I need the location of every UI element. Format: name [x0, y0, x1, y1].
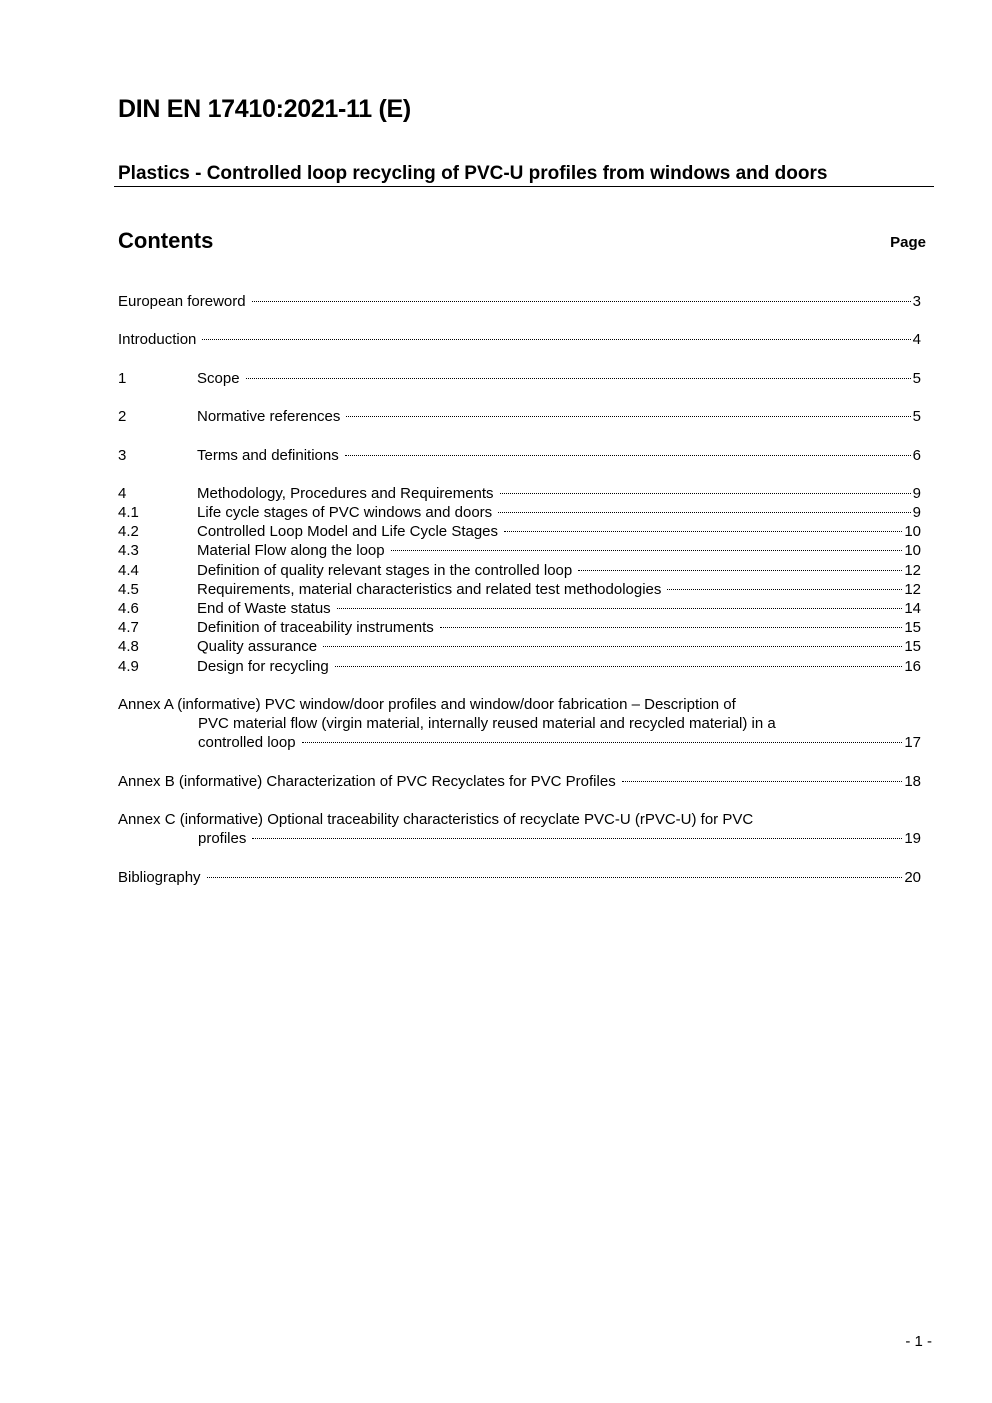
dot-leader	[302, 742, 903, 743]
toc-entry-4-4[interactable]	[118, 561, 921, 580]
toc-entry-text-line: Annex A (informative) PVC window/door profiles and window/door fabrication – Description of	[118, 695, 736, 713]
toc-page-number: 17	[904, 734, 921, 752]
dot-leader	[323, 646, 902, 647]
toc-section-number: 4.1	[118, 504, 139, 522]
toc-page-number: 12	[904, 561, 921, 579]
toc-section-number: 4.6	[118, 600, 139, 617]
toc-section-number: 4.3	[118, 542, 139, 560]
toc-entry-text: Controlled Loop Model and Life Cycle Stages	[197, 523, 499, 541]
toc-page-number: 9	[912, 504, 921, 522]
title-rule	[114, 186, 934, 187]
toc-page-number: 19	[904, 830, 921, 848]
toc-section-number: 4.2	[118, 523, 139, 541]
toc-entry-text-line: PVC material flow (virgin material, internally reused material and recycled material) in a	[198, 715, 776, 733]
toc-entry-4-8[interactable]	[118, 637, 921, 656]
dot-leader	[252, 838, 902, 839]
toc-page-number: 16	[904, 657, 921, 675]
toc-page-number: 15	[904, 638, 921, 656]
dot-leader	[246, 378, 911, 379]
page-column-heading: Page	[890, 234, 926, 251]
toc-entry-text: Normative references	[197, 408, 341, 426]
toc-entry-annex-b[interactable]	[118, 772, 921, 791]
dot-leader	[207, 877, 903, 878]
document-id: DIN EN 17410:2021-11 (E)	[118, 95, 411, 123]
toc-page-number: 12	[904, 580, 921, 598]
toc-entry-4-3[interactable]	[118, 541, 921, 560]
dot-leader	[346, 416, 910, 417]
dot-leader	[667, 589, 902, 590]
table-of-contents	[118, 292, 921, 887]
toc-entry-text: Definition of traceability instruments	[197, 619, 434, 637]
toc-page-number: 5	[912, 369, 921, 387]
document-title: Plastics - Controlled loop recycling of PVC-U profiles from windows and doors	[118, 163, 828, 184]
dot-leader	[500, 493, 911, 494]
toc-entry-text: Definition of quality relevant stages in the controlled loop	[197, 561, 573, 579]
toc-entry-terms-and-definitions[interactable]	[118, 446, 921, 465]
toc-entry-4-2[interactable]	[118, 522, 921, 541]
toc-section-number: 4.9	[118, 657, 139, 675]
toc-entry-scope[interactable]	[118, 369, 921, 388]
toc-entry-annex-c[interactable]	[118, 810, 921, 848]
toc-entry-4-5[interactable]	[118, 580, 921, 599]
toc-entry-european-foreword[interactable]	[118, 292, 921, 311]
dot-leader	[498, 512, 911, 513]
toc-page-number: 20	[904, 868, 921, 886]
toc-entry-text: Requirements, material characteristics and related test methodologies	[197, 580, 662, 598]
dot-leader	[337, 608, 903, 609]
dot-leader	[622, 781, 903, 782]
toc-section-number: 3	[118, 446, 127, 464]
toc-entry-4-9[interactable]	[118, 657, 921, 676]
toc-entry-4-1[interactable]	[118, 503, 921, 522]
dot-leader	[391, 550, 903, 551]
toc-entry-text: European foreword	[118, 293, 246, 310]
toc-entry-bibliography[interactable]	[118, 868, 921, 887]
toc-page-number: 6	[912, 446, 921, 464]
dot-leader	[202, 339, 910, 340]
dot-leader	[252, 301, 911, 302]
toc-entry-text: Design for recycling	[197, 657, 329, 675]
toc-entry-text: Material Flow along the loop	[197, 542, 385, 560]
toc-entry-4-7[interactable]	[118, 618, 921, 637]
toc-page-number: 10	[904, 542, 921, 560]
toc-section-number: 4.7	[118, 619, 139, 637]
toc-entry-introduction[interactable]	[118, 330, 921, 349]
dot-leader	[504, 531, 902, 532]
toc-section-number: 2	[118, 408, 127, 426]
toc-page-number: 14	[904, 600, 921, 617]
toc-page-number: 9	[912, 484, 921, 502]
toc-entry-4-6[interactable]	[118, 599, 921, 618]
toc-entry-text: Scope	[197, 369, 240, 387]
toc-section-number: 4.5	[118, 580, 139, 598]
toc-page-number: 5	[912, 408, 921, 426]
toc-entry-text-line: controlled loop	[198, 734, 296, 752]
toc-page-number: 3	[912, 293, 921, 310]
toc-entry-text: End of Waste status	[197, 600, 331, 617]
toc-entry-text: Introduction	[118, 331, 197, 349]
contents-heading: Contents	[118, 228, 214, 253]
toc-entry-text: Quality assurance	[197, 638, 318, 656]
toc-entry-text: Methodology, Procedures and Requirements	[197, 484, 494, 502]
dot-leader	[335, 666, 903, 667]
toc-entry-text-line: profiles	[198, 830, 247, 848]
toc-page-number: 10	[904, 523, 921, 541]
toc-section-number: 4	[118, 484, 127, 502]
toc-section-number: 1	[118, 369, 127, 387]
footer-page-number: - 1 -	[905, 1333, 932, 1350]
toc-page-number: 15	[904, 619, 921, 637]
dot-leader	[345, 455, 911, 456]
toc-entry-text-line: Annex C (informative) Optional traceability characteristics of recyclate PVC-U (rPVC-U) for PVC	[118, 811, 754, 829]
dot-leader	[578, 570, 902, 571]
toc-entry-text: Terms and definitions	[197, 446, 339, 464]
toc-entry-text: Bibliography	[118, 868, 201, 886]
dot-leader	[440, 627, 903, 628]
toc-section-number: 4.4	[118, 561, 139, 579]
toc-entry-annex-a[interactable]	[118, 695, 921, 753]
toc-section-number: 4.8	[118, 638, 139, 656]
toc-entry-text: Life cycle stages of PVC windows and doors	[197, 504, 493, 522]
toc-entry-normative-references[interactable]	[118, 407, 921, 426]
toc-entry-text: Annex B (informative) Characterization of PVC Recyclates for PVC Profiles	[118, 772, 616, 790]
toc-page-number: 18	[904, 772, 921, 790]
toc-page-number: 4	[912, 331, 921, 349]
toc-entry-methodology[interactable]	[118, 484, 921, 503]
